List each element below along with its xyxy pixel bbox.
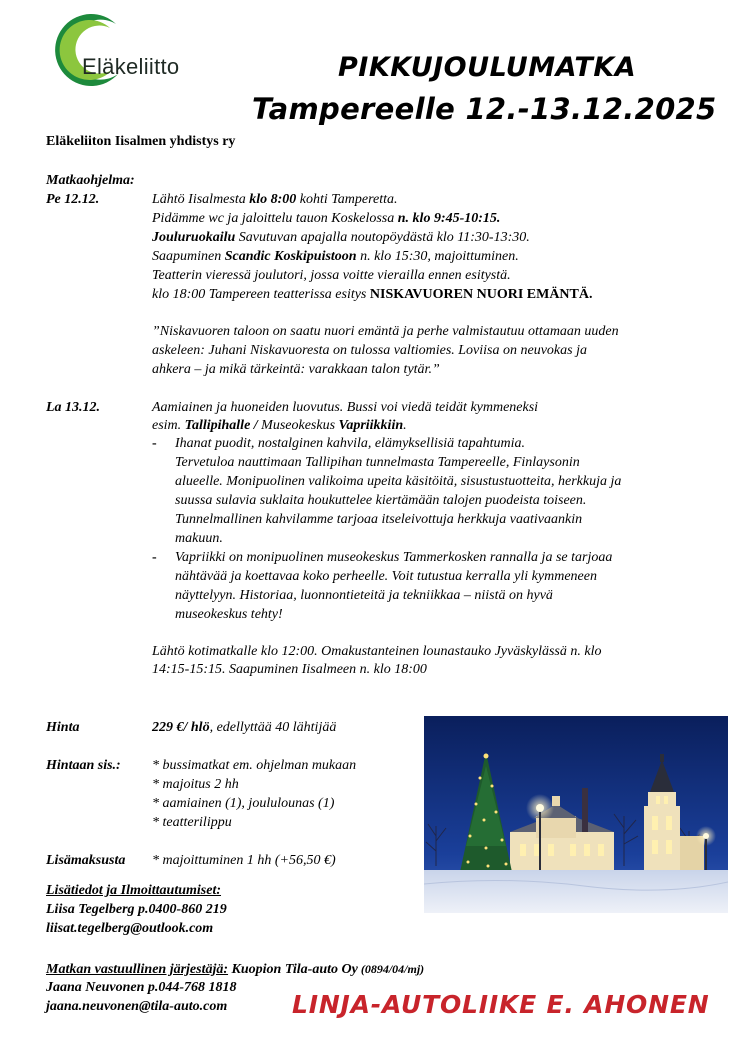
includes-item: * majoitus 2 hh (152, 777, 239, 792)
tallipiha-line-3: alueelle. Monipuolinen valikoima upeita käsitöitä, sisustustuotteita, herkkuja ja (175, 474, 622, 489)
friday-line-3: Jouluruokailu Savutuvan apajalla noutopöydästä klo 11:30-13:30. (152, 230, 530, 245)
contact-heading: Lisätiedot ja Ilmoittautumiset: (46, 883, 222, 898)
tampere-church-photo (424, 716, 728, 913)
bullet-dash: - (152, 436, 157, 451)
page-title: PIKKUJOULUMATKA (338, 52, 637, 83)
vapriikki-line-2: nähtävää ja koettavaa koko perheelle. Voit tutustua kerralla yli kymmeneen (175, 569, 597, 584)
vapriikki-line-3: näyttelyyn. Historiaa, luonnontieteitä ja tekniikkaa – niistä on hyvä (175, 588, 553, 603)
program-heading: Matkaohjelma: (46, 173, 135, 188)
association-name: Eläkeliiton Iisalmen yhdistys ry (46, 134, 236, 149)
includes-item: * aamiainen (1), joululounas (1) (152, 796, 335, 811)
contact-email[interactable]: liisat.tegelberg@outlook.com (46, 921, 214, 936)
tallipiha-line-6: makuun. (175, 531, 223, 546)
extra-value: * majoittuminen 1 hh (+56,50 €) (152, 853, 336, 868)
play-quote-3: ahkera – ja mikä tärkeintä: varakkaan talon tytär.” (152, 362, 440, 377)
vapriikki-line-4: museokeskus tehty! (175, 607, 283, 622)
operator-email[interactable]: jaana.neuvonen@tila-auto.com (46, 999, 228, 1014)
vapriikki-line-1: Vapriikki on monipuolinen museokeskus Tammerkosken rannalla ja se tarjoaa (175, 550, 613, 565)
includes-item: * bussimatkat em. ohjelman mukaan (152, 758, 357, 773)
friday-line-5: Teatterin vieressä joulutori, jossa voitte vierailla ennen esitystä. (152, 268, 511, 283)
price-label: Hinta (46, 720, 80, 735)
tallipiha-line-1: Ihanat puodit, nostalginen kahvila, elämyksellisiä tapahtumia. (175, 436, 525, 451)
page-subtitle: Tampereelle 12.-13.12.2025 (252, 92, 717, 126)
saturday-line-1: Aamiainen ja huoneiden luovutus. Bussi voi viedä teidät kymmeneksi (152, 400, 539, 415)
saturday-label: La 13.12. (46, 400, 101, 415)
tallipiha-line-5: Tunnelmallinen kahvilamme tarjoaa itseleivottuja herkkuja vaativaankin (175, 512, 583, 527)
price-value: 229 €/ hlö, edellyttää 40 lähtijää (152, 720, 337, 735)
play-quote-1: ”Niskavuoren taloon on saatu nuori emäntä ja perhe valmistautuu ottamaan uuden (152, 324, 619, 339)
saturday-line-2: esim. Tallipihalle / Museokeskus Vapriikkiin. (152, 418, 407, 433)
logo-text: Eläkeliitto (82, 54, 180, 79)
return-line-1: Lähtö kotimatkalle klo 12:00. Omakustanteinen lounastauko Jyväskylässä n. klo (152, 644, 602, 659)
includes-item: * teatterilippu (152, 815, 232, 830)
friday-line-4: Saapuminen Scandic Koskipuistoon n. klo 15:30, majoittuminen. (152, 249, 519, 264)
friday-label: Pe 12.12. (46, 192, 100, 207)
friday-line-1: Lähtö Iisalmesta klo 8:00 kohti Tamperetta. (152, 192, 398, 207)
operator-name: Jaana Neuvonen p.044-768 1818 (46, 980, 237, 995)
includes-label: Hintaan sis.: (46, 758, 121, 773)
contact-name: Liisa Tegelberg p.0400-860 219 (46, 902, 227, 917)
friday-line-6: klo 18:00 Tampereen teatterissa esitys NISKAVUOREN NUORI EMÄNTÄ. (152, 287, 593, 302)
play-quote-2: askeleen: Juhani Niskavuoresta on tulossa valtiomies. Loviisa on neuvokas ja (152, 343, 587, 358)
tallipiha-line-2: Tervetuloa nauttimaan Tallipihan tunnelmasta Tampereelle, Finlaysonin (175, 455, 580, 470)
bullet-dash: - (152, 550, 157, 565)
bus-company-logo: LINJA-AUTOLIIKE E. AHONEN (292, 990, 710, 1019)
elakeliitto-logo (46, 14, 226, 90)
friday-line-2: Pidämme wc ja jaloittelu tauon Koskelossa n. klo 9:45-10:15. (152, 211, 501, 226)
extra-label: Lisämaksusta (46, 853, 126, 868)
return-line-2: 14:15-15:15. Saapuminen Iisalmeen n. klo 18:00 (152, 662, 427, 677)
tallipiha-line-4: suussa sulavia suklaita houkuttelee kiertämään talojen puodeista toiseen. (175, 493, 587, 508)
operator-line: Matkan vastuullinen järjestäjä: Kuopion Tila-auto Oy (0894/04/mj) (46, 962, 425, 977)
